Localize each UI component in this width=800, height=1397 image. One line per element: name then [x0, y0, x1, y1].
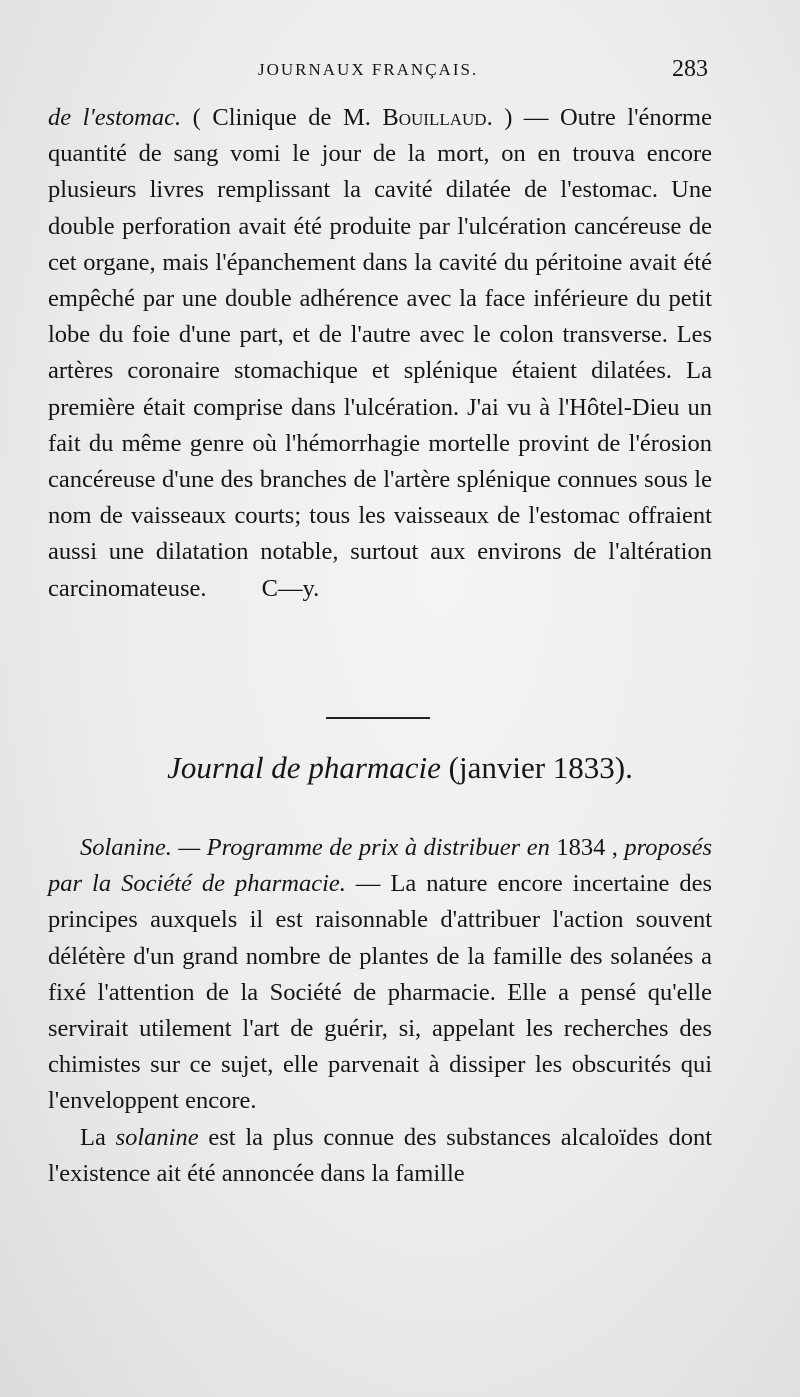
solanine-paragraph-1 [48, 830, 712, 1120]
solanine-heading-2: proposés par la Société de pharmacie. [48, 834, 712, 898]
running-title: JOURNAUX FRANÇAIS. [258, 60, 479, 79]
solanine-paragraph-1-body: La nature encore incertaine des principes auxquels il est raisonnable d'attribuer l'action souvent délétère d'un grand nombre de plantes de la famille des solanées a fixé l'attention de la Société de pharmacie. Elle a pensé qu'elle servirait utilement l'art de guérir, si, appelant les recherches des chimistes sur ce sujet, elle parvenait à dissiper les obscurités qui l'enveloppent encore. [48, 870, 712, 1115]
solanine-heading-year: 1834 , [549, 834, 625, 861]
article-estomac-body: Outre l'énorme quantité de sang vomi le jour de la mort, on en trouva encore plusieurs livres remplissant la cavité dilatée de l'estomac. Une double perforation avait été produite par l'ulcération cancéreuse de cet organe, mais l'épanchement dans la cavité du péritoine avait été empêché par une double adhérence avec la face inférieure du petit lobe du foie d'une part, et de l'autre avec le colon transverse. Les artères coronaire stomachique et splénique étaient dilatées. La première était comprise dans l'ulcération. J'ai vu à l'Hôtel-Dieu un fait du même genre où l'hémorrhagie mortelle provint de l'érosion cancéreuse d'une des branches de l'artère splénique connues sous le nom de vaisseaux courts; tous les vaisseaux de l'estomac offraient aussi une dilatation notable, surtout aux environs de l'altération carcinomateuse. [48, 104, 712, 602]
article-solanine [48, 830, 712, 1192]
section-title [0, 748, 800, 788]
solanine-heading-dash: — [345, 870, 391, 898]
solanine-paragraph-2-start: La [80, 1123, 116, 1151]
clinic-author: Bouillaud [382, 104, 487, 131]
article-estomac-paragraph [48, 100, 712, 607]
clinic-close: . ) — [486, 104, 560, 131]
solanine-paragraph-2 [48, 1120, 712, 1192]
clinic-open: ( Clinique de M. [181, 104, 383, 131]
signature-spacer [206, 575, 261, 602]
article-lead: de l'estomac. [48, 104, 182, 131]
solanine-heading-1: Solanine. — Programme de prix à distribuer en [80, 834, 550, 861]
solanine-paragraph-2-body: est la plus connue des substances alcaloïdes dont l'existence ait été annoncée dans la famille [48, 1123, 713, 1187]
section-divider [326, 717, 430, 719]
section-title-date: (janvier 1833). [440, 750, 633, 785]
section-title-journal: Journal de pharmacie [167, 750, 441, 785]
article-signature: C—y. [261, 574, 320, 602]
page-number: 283 [672, 56, 708, 82]
article-estomac [48, 100, 712, 607]
solanine-term: solanine [115, 1123, 199, 1151]
running-head [0, 56, 800, 90]
